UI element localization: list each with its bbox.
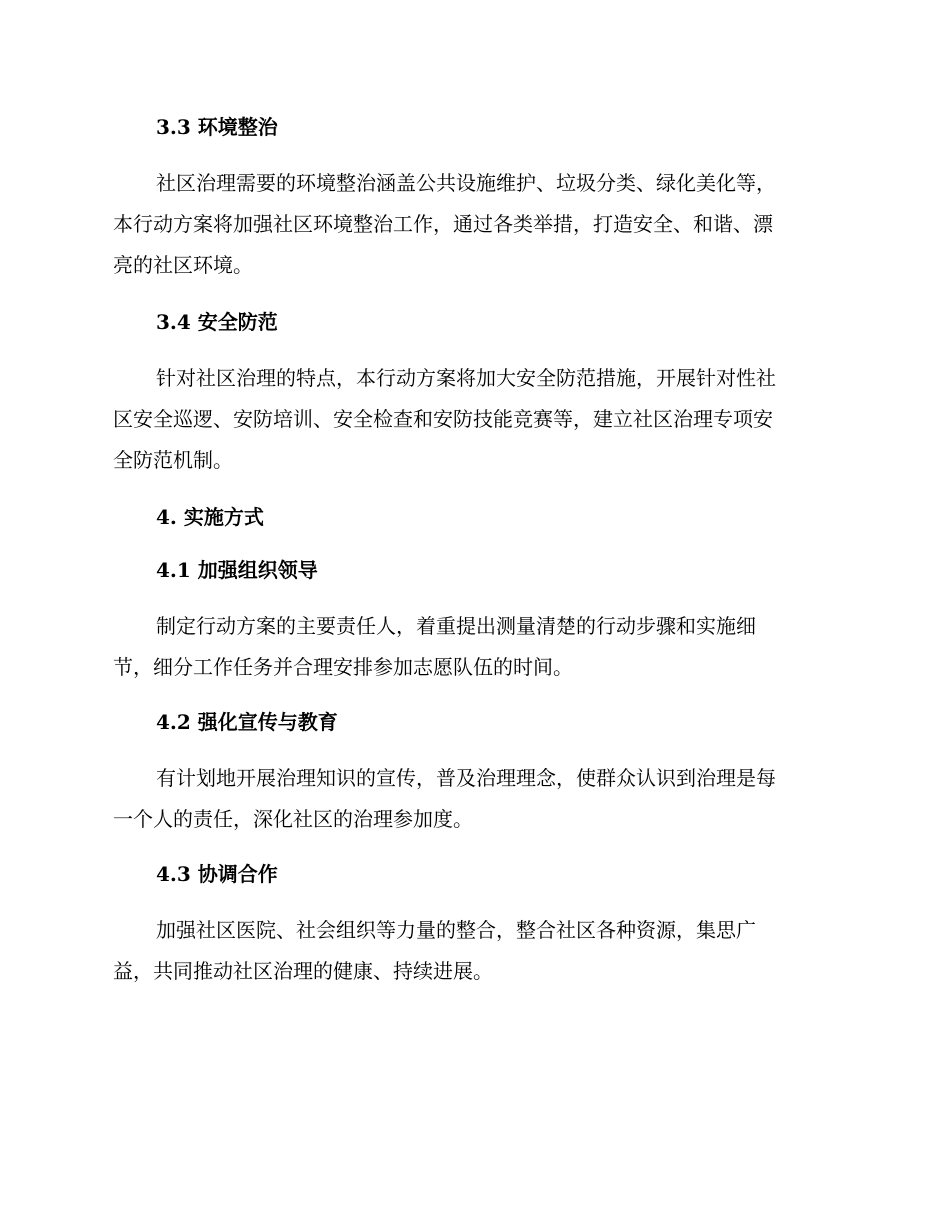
paragraph-line: 社区治理需要的环境整治涵盖公共设施维护、垃圾分类、绿化美化等， (156, 171, 776, 195)
section-paragraph-3-3 (113, 163, 833, 286)
paragraph-line: 一个人的责任，深化社区的治理参加度。 (113, 807, 473, 831)
paragraph-line: 有计划地开展治理知识的宣传，普及治理理念，使群众认识到治理是每 (156, 766, 776, 790)
paragraph-line: 制定行动方案的主要责任人，着重提出测量清楚的行动步骤和实施细 (156, 614, 756, 638)
paragraph-line: 亮的社区环境。 (113, 253, 253, 277)
section-heading-4-1: 4.1 加强组织领导 (156, 558, 318, 582)
paragraph-line: 全防范机制。 (113, 448, 233, 472)
section-heading-4-2: 4.2 强化宣传与教育 (156, 710, 338, 734)
paragraph-line: 节，细分工作任务并合理安排参加志愿队伍的时间。 (113, 655, 573, 679)
paragraph-line: 区安全巡逻、安防培训、安全检查和安防技能竞赛等，建立社区治理专项安 (113, 407, 773, 431)
section-heading-3-4: 3.4 安全防范 (156, 310, 278, 334)
section-paragraph-4-1 (113, 606, 833, 688)
section-heading-3-3: 3.3 环境整治 (156, 115, 278, 139)
section-paragraph-4-2 (113, 758, 833, 840)
section-heading-4-3: 4.3 协调合作 (156, 862, 278, 886)
paragraph-line: 针对社区治理的特点，本行动方案将加大安全防范措施，开展针对性社 (156, 366, 776, 390)
paragraph-line: 益，共同推动社区治理的健康、持续进展。 (113, 959, 493, 983)
section-paragraph-3-4 (113, 358, 833, 481)
section-paragraph-4-3 (113, 910, 833, 992)
paragraph-line: 本行动方案将加强社区环境整治工作，通过各类举措，打造安全、和谐、漂 (113, 212, 773, 236)
paragraph-line: 加强社区医院、社会组织等力量的整合，整合社区各种资源，集思广 (156, 918, 756, 942)
section-heading-4: 4. 实施方式 (156, 505, 264, 529)
